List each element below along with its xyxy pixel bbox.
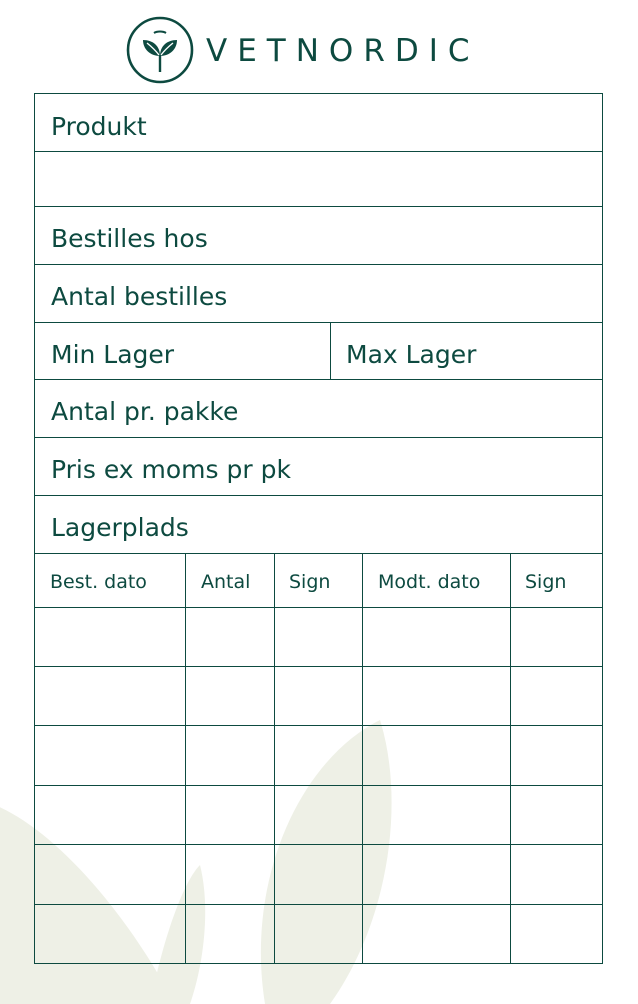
- table-row[interactable]: [35, 608, 602, 666]
- table-row[interactable]: [35, 905, 602, 963]
- table-row[interactable]: [35, 845, 602, 904]
- header: [0, 0, 638, 92]
- quantity-ordered-label: Antal bestilles: [51, 282, 228, 311]
- column-header-sign: Sign: [289, 571, 331, 593]
- product-value-field[interactable]: [35, 152, 602, 206]
- row-divider: [35, 437, 602, 438]
- table-row[interactable]: [35, 667, 602, 725]
- row-divider: [35, 322, 602, 323]
- min-stock-label: Min Lager: [51, 340, 175, 369]
- table-row[interactable]: [35, 726, 602, 785]
- units-per-pack-label: Antal pr. pakke: [51, 397, 239, 426]
- row-divider: [35, 379, 602, 380]
- max-stock-label: Max Lager: [346, 340, 477, 369]
- column-divider: [330, 322, 331, 379]
- column-header-order-date: Best. dato: [50, 571, 147, 593]
- price-ex-vat-label: Pris ex moms pr pk: [51, 455, 291, 484]
- product-label: Produkt: [51, 112, 147, 141]
- row-divider: [35, 495, 602, 496]
- column-header-sign-received: Sign: [525, 571, 567, 593]
- row-divider: [35, 264, 602, 265]
- leaf-sprout-circle-icon: [126, 16, 194, 84]
- stock-card-form: [34, 93, 603, 964]
- table-row[interactable]: [35, 786, 602, 844]
- brand-name: VETNORDIC: [206, 33, 480, 69]
- storage-location-label: Lagerplads: [51, 513, 189, 542]
- row-divider: [35, 553, 602, 554]
- row-divider: [35, 206, 602, 207]
- ordered-from-label: Bestilles hos: [51, 224, 208, 253]
- column-header-received-date: Modt. dato: [378, 571, 481, 593]
- column-header-quantity: Antal: [201, 571, 251, 593]
